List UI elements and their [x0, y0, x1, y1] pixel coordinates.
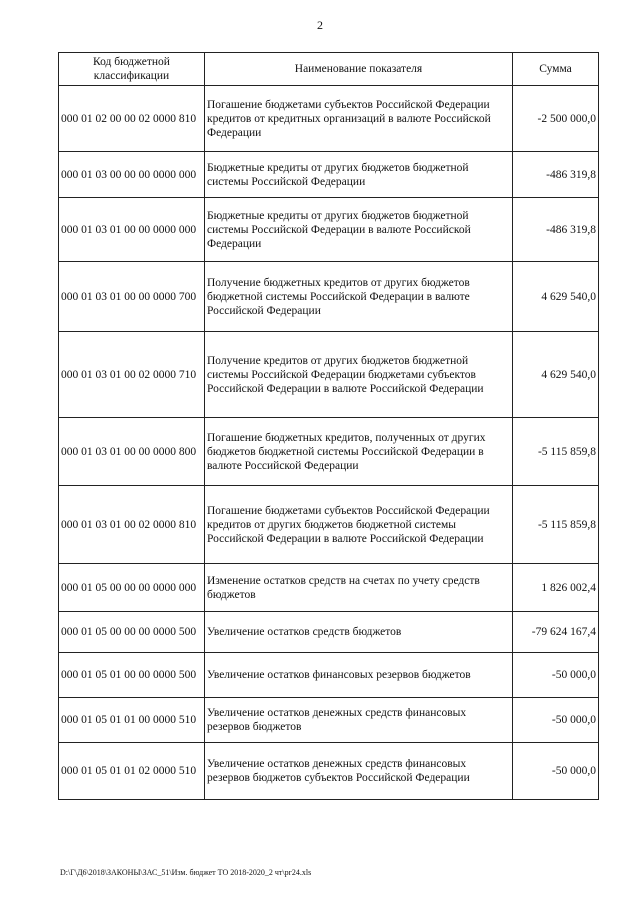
row-code: 000 01 03 01 00 00 0000 000: [59, 198, 205, 262]
row-name: Бюджетные кредиты от других бюджетов бюджетной системы Российской Федерации в валюте Российской Федерации: [205, 198, 513, 262]
row-amount: -2 500 000,0: [513, 86, 599, 152]
row-amount: 4 629 540,0: [513, 332, 599, 418]
table-row: [59, 564, 599, 612]
row-name: Погашение бюджетных кредитов, полученных от других бюджетов бюджетной системы Российской Федерации в валюте Российской Федерации: [205, 418, 513, 486]
row-name: Увеличение остатков денежных средств финансовых резервов бюджетов субъектов Российской Федерации: [205, 743, 513, 800]
page-number: 2: [317, 18, 323, 32]
table-header-row: [59, 53, 599, 86]
table-row: [59, 152, 599, 198]
table-row: [59, 198, 599, 262]
row-code: 000 01 03 00 00 00 0000 000: [59, 152, 205, 198]
header-amount: Сумма: [513, 53, 599, 86]
row-name: Получение бюджетных кредитов от других бюджетов бюджетной системы Российской Федерации в валюте Российской Федерации: [205, 262, 513, 332]
row-name: Бюджетные кредиты от других бюджетов бюджетной системы Российской Федерации: [205, 152, 513, 198]
row-name: Получение кредитов от других бюджетов бюджетной системы Российской Федерации бюджетами субъектов Российской Федерации в валюте Российской Федерации: [205, 332, 513, 418]
table-row: [59, 486, 599, 564]
row-code: 000 01 05 00 00 00 0000 500: [59, 612, 205, 653]
row-amount: -5 115 859,8: [513, 418, 599, 486]
row-amount: 1 826 002,4: [513, 564, 599, 612]
row-amount: -486 319,8: [513, 152, 599, 198]
row-name: Увеличение остатков финансовых резервов бюджетов: [205, 653, 513, 698]
row-name: Изменение остатков средств на счетах по учету средств бюджетов: [205, 564, 513, 612]
table-row: [59, 418, 599, 486]
table-row: [59, 332, 599, 418]
table-row: [59, 612, 599, 653]
row-code: 000 01 05 01 01 02 0000 510: [59, 743, 205, 800]
table-row: [59, 698, 599, 743]
row-code: 000 01 03 01 00 02 0000 810: [59, 486, 205, 564]
header-name: Наименование показателя: [205, 53, 513, 86]
row-name: Погашение бюджетами субъектов Российской Федерации кредитов от других бюджетов бюджетной системы Российской Федерации в валюте Российской Федерации: [205, 486, 513, 564]
row-amount: -79 624 167,4: [513, 612, 599, 653]
row-code: 000 01 03 01 00 00 0000 800: [59, 418, 205, 486]
table-row: [59, 262, 599, 332]
row-amount: 4 629 540,0: [513, 262, 599, 332]
row-name: Погашение бюджетами субъектов Российской Федерации кредитов от кредитных организаций в валюте Российской Федерации: [205, 86, 513, 152]
row-amount: -5 115 859,8: [513, 486, 599, 564]
row-amount: -486 319,8: [513, 198, 599, 262]
row-code: 000 01 03 01 00 02 0000 710: [59, 332, 205, 418]
row-code: 000 01 05 00 00 00 0000 000: [59, 564, 205, 612]
row-code: 000 01 05 01 01 00 0000 510: [59, 698, 205, 743]
table-row: [59, 743, 599, 800]
row-code: 000 01 02 00 00 02 0000 810: [59, 86, 205, 152]
row-amount: -50 000,0: [513, 743, 599, 800]
row-code: 000 01 05 01 00 00 0000 500: [59, 653, 205, 698]
header-code: Код бюджетной классификации: [59, 53, 205, 86]
footer-file-path: D:\Г\Д6\2018\ЗАКОНЫ\ЗАС_51\Изм. бюджет ТО 2018-2020_2 чт\рг24.xls: [60, 868, 312, 877]
table-row: [59, 653, 599, 698]
row-amount: -50 000,0: [513, 653, 599, 698]
table-row: [59, 86, 599, 152]
row-code: 000 01 03 01 00 00 0000 700: [59, 262, 205, 332]
row-name: Увеличение остатков денежных средств финансовых резервов бюджетов: [205, 698, 513, 743]
budget-table: [58, 52, 599, 800]
row-name: Увеличение остатков средств бюджетов: [205, 612, 513, 653]
row-amount: -50 000,0: [513, 698, 599, 743]
